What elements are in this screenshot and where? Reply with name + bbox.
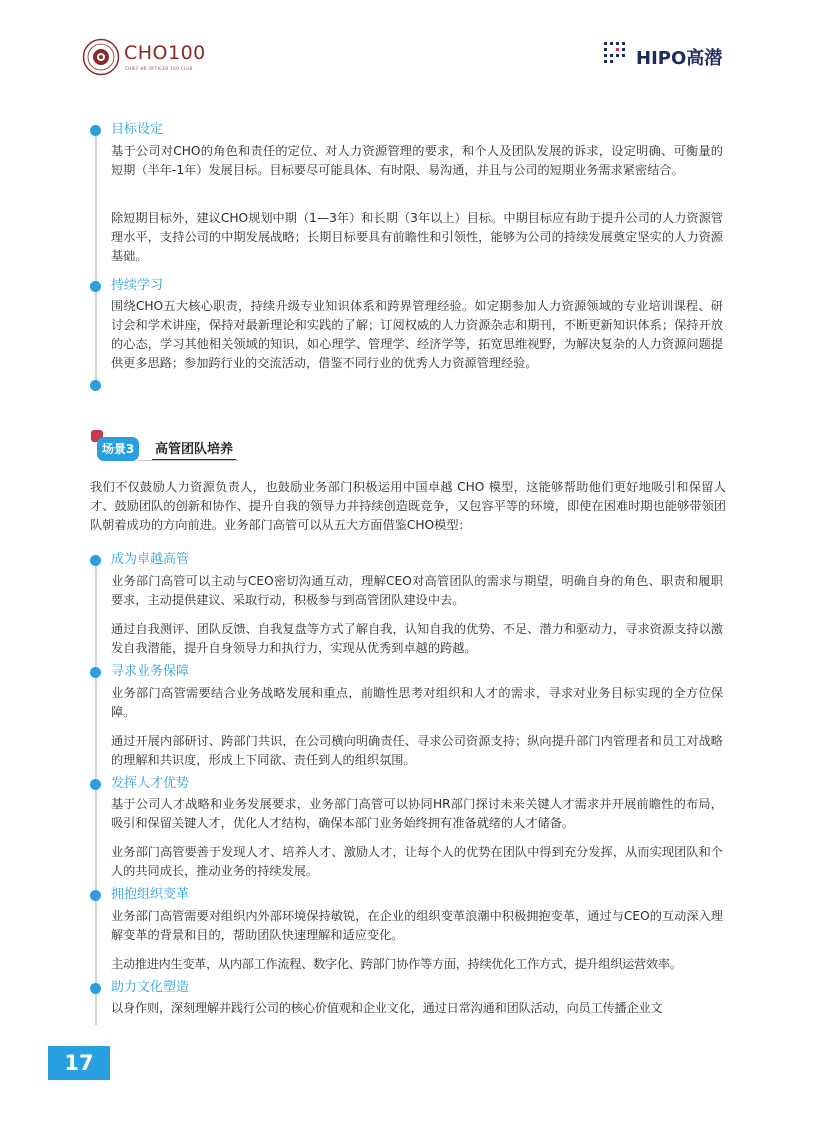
dot-grid-icon: [602, 40, 632, 66]
paragraph: 通过开展内部研讨、跨部门共识，在公司横向明确责任、寻求公司资源支持；纵向提升部门内管理者和员工对战略的理解和共识度，形成上下同欲、责任到人的组织氛围。: [111, 734, 723, 767]
cho100-logo-text: CHO100: [124, 42, 206, 64]
paragraph: 业务部门高管需要结合业务战略发展和重点，前瞻性思考对组织和人才的需求，寻求对业务目标实现的全方位保障。: [111, 686, 723, 719]
section-heading: 成为卓越高管: [111, 552, 190, 567]
scene-title: 高管团队培养: [155, 442, 234, 457]
scene-rule: [138, 460, 238, 461]
scene-title-underline: [152, 459, 236, 460]
paragraph: 业务部门高管可以主动与CEO密切沟通互动，理解CEO对高管团队的需求与期望，明确自身的角色、职责和履职要求，主动提供建议、采取行动，积极参与到高管团队建设中去。: [111, 574, 723, 607]
paragraph: 业务部门高管需要对组织内外部环境保持敏锐，在企业的组织变革浪潮中积极拥抱变革，通过与CEO的互动深入理解变革的背景和目的，帮助团队快速理解和适应变化。: [111, 909, 723, 942]
paragraph: 基于公司对CHO的角色和责任的定位、对人力资源管理的要求，和个人及团队发展的诉求，设定明确、可衡量的短期（半年-1年）发展目标。目标要尽可能具体、有时限、易沟通，并且与公司的短期业务需求紧密结合。: [111, 144, 723, 177]
timeline-dot: [90, 779, 101, 790]
scene-badge: 场景3: [97, 437, 139, 461]
section-heading: 目标设定: [111, 122, 164, 137]
hipo-logo: [602, 40, 742, 70]
timeline-dot: [90, 890, 101, 901]
timeline-line: [95, 133, 97, 385]
paragraph: 业务部门高管要善于发现人才、培养人才、激励人才，让每个人的优势在团队中得到充分发挥，从而实现团队和个人的共同成长，推动业务的持续发展。: [111, 845, 723, 878]
paragraph: 以身作则，深刻理解并践行公司的核心价值观和企业文化，通过日常沟通和团队活动，向员工传播企业文: [111, 1001, 663, 1015]
paragraph: 围绕CHO五大核心职责，持续升级专业知识体系和跨界管理经验。如定期参加人力资源领域的专业培训课程、研讨会和学术讲座，保持对最新理论和实践的了解；订阅权威的人力资源杂志和期刊，不断更新知识体系；保持开放的心态，学习其他相关领域的知识，如心理学、管理学、经济学等，拓宽思维视野，为解决复杂的人力资源问题提供更多思路；参加跨行业的交流活动，借鉴不同行业的优秀人力资源管理经验。: [111, 299, 723, 370]
paragraph: 通过自我测评、团队反馈、自我复盘等方式了解自我，认知自我的优势、不足、潜力和驱动力，寻求资源支持以激发自我潜能，提升自身领导力和执行力，实现从优秀到卓越的跨越。: [111, 622, 723, 655]
page-number: 17: [48, 1046, 110, 1080]
hipo-logo-text: HIPO高潜: [636, 48, 723, 69]
timeline-dot: [90, 667, 101, 678]
timeline-dot: [90, 983, 101, 994]
intro-paragraph: 我们不仅鼓励人力资源负责人，也鼓励业务部门积极运用中国卓越 CHO 模型，这能够帮助他们更好地吸引和保留人才、鼓励团队的创新和协作、提升自我的领导力并持续创造既竞争，又包容平等的环境，即使在困难时期也能够带领团队朝着成功的方向前进。业务部门高管可以从五大方面借鉴CHO模型：: [90, 480, 726, 532]
section-heading: 拥抱组织变革: [111, 887, 190, 902]
paragraph: 基于公司人才战略和业务发展要求，业务部门高管可以协同HR部门探讨未来关键人才需求并开展前瞻性的布局，吸引和保留关键人才，优化人才结构，确保本部门业务始终拥有准备就绪的人才储备。: [111, 797, 723, 830]
section-heading: 发挥人才优势: [111, 776, 190, 791]
paragraph: 除短期目标外，建议CHO规划中期（1—3年）和长期（3年以上）目标。中期目标应有助于提升公司的人力资源管理水平，支持公司的中期发展战略；长期目标要具有前瞻性和引领性，能够为公司的持续发展奠定坚实的人力资源基础。: [111, 211, 723, 263]
timeline-line: [95, 565, 97, 1025]
timeline-dot: [90, 380, 101, 391]
timeline-dot: [90, 125, 101, 136]
seal-icon: [82, 38, 120, 76]
timeline-dot: [90, 281, 101, 292]
section-heading: 持续学习: [111, 278, 164, 293]
cho100-logo-subtitle: CHIEF HR OFFICER 100 CLUB: [125, 66, 193, 71]
cho100-logo: [82, 38, 222, 78]
paragraph: 主动推进内生变革，从内部工作流程、数字化、跨部门协作等方面，持续优化工作方式，提升组织运营效率。: [111, 957, 682, 971]
timeline-dot: [90, 555, 101, 566]
section-heading: 助力文化塑造: [111, 980, 190, 995]
section-heading: 寻求业务保障: [111, 664, 190, 679]
